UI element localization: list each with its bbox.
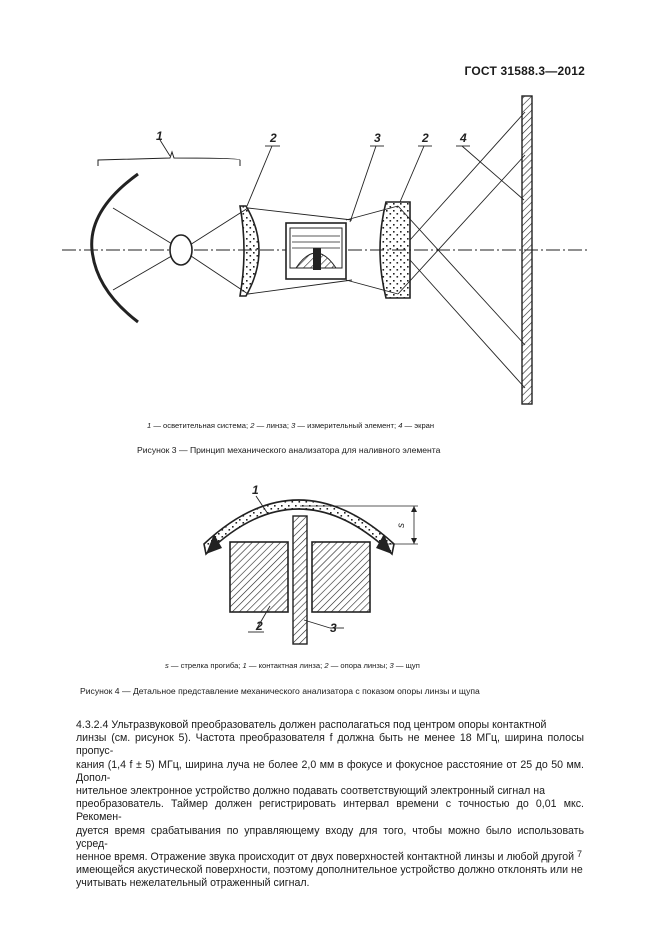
fig4-label-3: 3 [330,621,337,635]
paragraph-line: дуется время срабатывания по управляющему входу для того, чтобы можно было использовать усред- [76,824,584,850]
fig3-label-2b: 2 [422,131,429,145]
document-code: ГОСТ 31588.3—2012 [464,64,585,78]
legend-text: — опора линзы; [328,661,390,670]
fig4-label-2: 2 [256,619,263,633]
legend-num: 2 [250,421,255,430]
fig3-label-2a: 2 [270,131,277,145]
legend-num: 3 [389,661,394,670]
paragraph-line: учитывать нежелательный отраженный сигнал. [76,877,310,890]
illumination-mirror [92,174,138,322]
paragraph-line: нительное электронное устройство должно подавать соответствующий электронный сигнал на [76,785,546,798]
legend-text: — экран [402,421,435,430]
fig4-label-1: 1 [252,483,259,497]
figure-3-legend [147,421,434,430]
figure-4-caption: Рисунок 4 — Детальное представление механического анализатора с показом опоры линзы и щупа [80,686,480,696]
legend-num: 1 [242,661,247,670]
lens-support-left [230,542,288,612]
legend-num: 1 [147,421,152,430]
paragraph-line: преобразователь. Таймер должен регистрировать интервал времени с точностью до 0,01 мкс. Рекомен- [76,798,584,824]
legend-num: 4 [398,421,403,430]
figure-3-caption: Рисунок 3 — Принцип механического анализатора для наливного элемента [137,445,441,455]
legend-num: s [165,661,169,670]
legend-text: — стрелка прогиба; [168,661,243,670]
fig3-label-1: 1 [156,129,163,143]
lens-1 [240,206,259,296]
figure-3-diagram [0,90,661,410]
paragraph-line: имеющейся акустической поверхности, поэтому дополнительное устройство должно отклонять или не [76,864,583,877]
figure-4-diagram [0,476,661,656]
lamp [170,235,192,265]
lens-support-right [312,542,370,612]
legend-num: 3 [291,421,296,430]
fig4-label-s: s [396,523,407,528]
lens-2 [380,202,410,298]
legend-text: — щуп [393,661,420,670]
legend-text: — осветительная система; [151,421,251,430]
probe [293,516,307,644]
figure-4-legend [165,661,420,670]
legend-text: — линза; [254,421,292,430]
section-4-3-2-4-paragraph [76,719,584,891]
paragraph-line: кания (1,4 f ± 5) МГц, ширина луча не более 2,0 мм в фокусе и фокусное расстояние от 25 до 50 мм. Допол- [76,758,584,784]
legend-text: — измерительный элемент; [295,421,399,430]
fig3-label-3: 3 [374,131,381,145]
paragraph-line: ненное время. Отражение звука происходит от двух поверхностей контактной линзы и любой другой [76,851,575,864]
fig3-label-4: 4 [460,131,467,145]
paragraph-line: 4.3.2.4 Ультразвуковой преобразователь должен располагаться под центром опоры контактной [76,719,547,731]
screen [522,96,532,404]
legend-num: 2 [324,661,329,670]
legend-text: — контактная линза; [246,661,325,670]
paragraph-line: линзы (см. рисунок 5). Частота преобразователя f должна быть не менее 18 МГц, ширина полосы пропус- [76,732,584,758]
page-number: 7 [576,849,582,859]
